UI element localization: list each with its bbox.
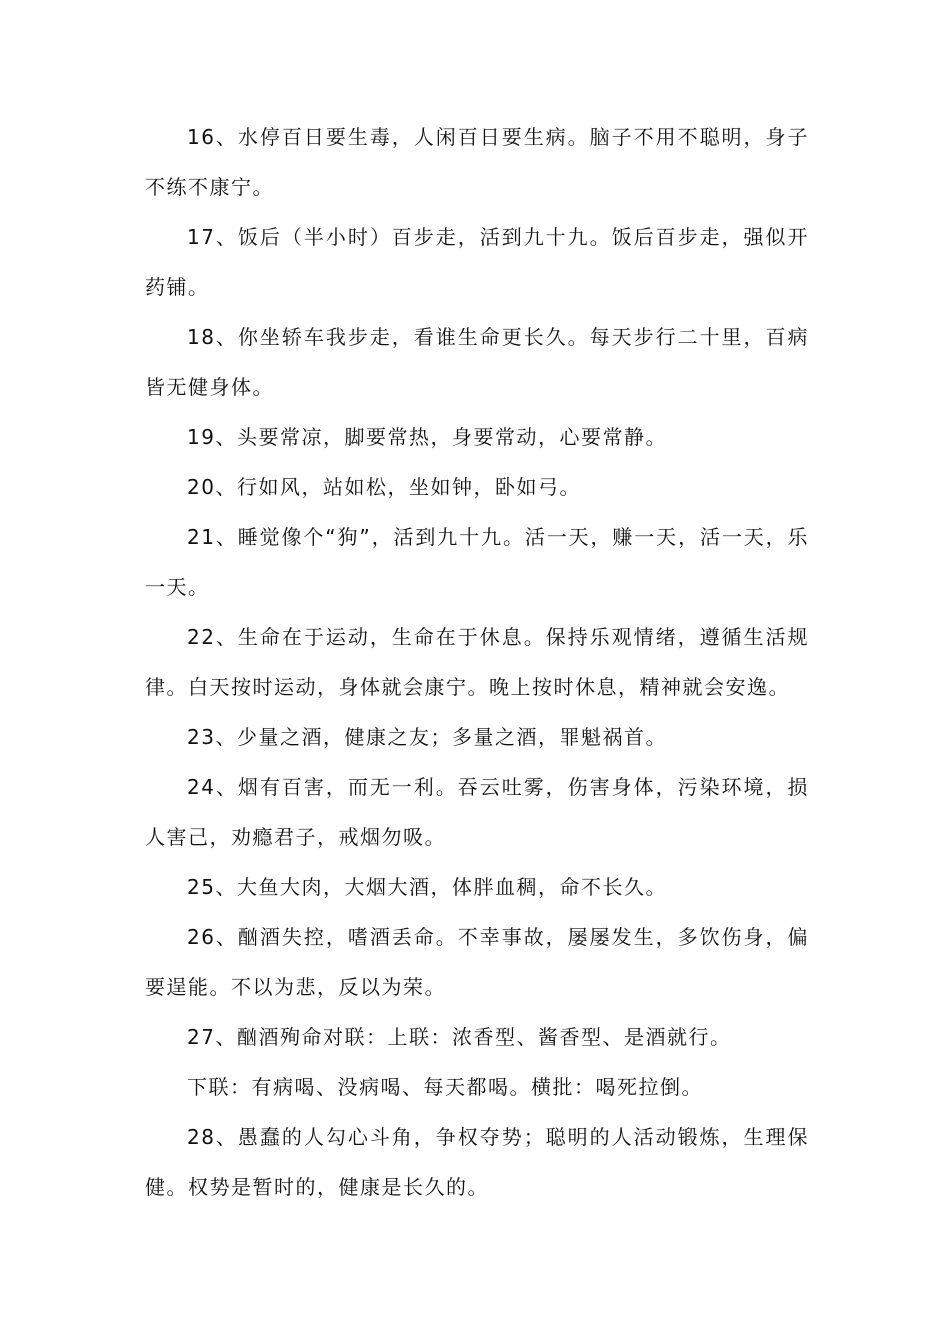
paragraph-23: 23、少量之酒，健康之友；多量之酒，罪魁祸首。 bbox=[187, 725, 667, 749]
paragraph-26: 26、酗酒失控，嗜酒丢命。不幸事故，屡屡发生，多饮伤身，偏要逞能。不以为悲，反以为荣。 bbox=[145, 925, 809, 999]
paragraph-20: 20、行如风，站如松，坐如钟，卧如弓。 bbox=[187, 475, 581, 499]
paragraph-21: 21、睡觉像个“狗”，活到九十九。活一天，赚一天，活一天，乐一天。 bbox=[145, 525, 809, 599]
document-body bbox=[145, 112, 809, 1212]
paragraph-18: 18、你坐轿车我步走，看谁生命更长久。每天步行二十里，百病皆无健身体。 bbox=[145, 325, 809, 399]
paragraph-17: 17、饭后（半小时）百步走，活到九十九。饭后百步走，强似开药铺。 bbox=[145, 225, 809, 299]
paragraph-19: 19、头要常凉，脚要常热，身要常动，心要常静。 bbox=[187, 425, 667, 449]
paragraph-27: 27、酗酒殉命对联：上联：浓香型、酱香型、是酒就行。 bbox=[187, 1025, 732, 1049]
paragraph-27-continued: 下联：有病喝、没病喝、每天都喝。横批：喝死拉倒。 bbox=[187, 1075, 703, 1099]
paragraph-28: 28、愚蠢的人勾心斗角，争权夺势；聪明的人活动锻炼，生理保健。权势是暂时的，健康是长久的。 bbox=[145, 1125, 809, 1199]
paragraph-25: 25、大鱼大肉，大烟大酒，体胖血稠，命不长久。 bbox=[187, 875, 667, 899]
paragraph-24: 24、烟有百害，而无一利。吞云吐雾，伤害身体，污染环境，损人害己，劝瘾君子，戒烟勿吸。 bbox=[145, 775, 809, 849]
paragraph-22: 22、生命在于运动，生命在于休息。保持乐观情绪，遵循生活规律。白天按时运动，身体就会康宁。晚上按时休息，精神就会安逸。 bbox=[145, 625, 809, 699]
paragraph-16: 16、水停百日要生毒，人闲百日要生病。脑子不用不聪明，身子不练不康宁。 bbox=[145, 125, 809, 199]
